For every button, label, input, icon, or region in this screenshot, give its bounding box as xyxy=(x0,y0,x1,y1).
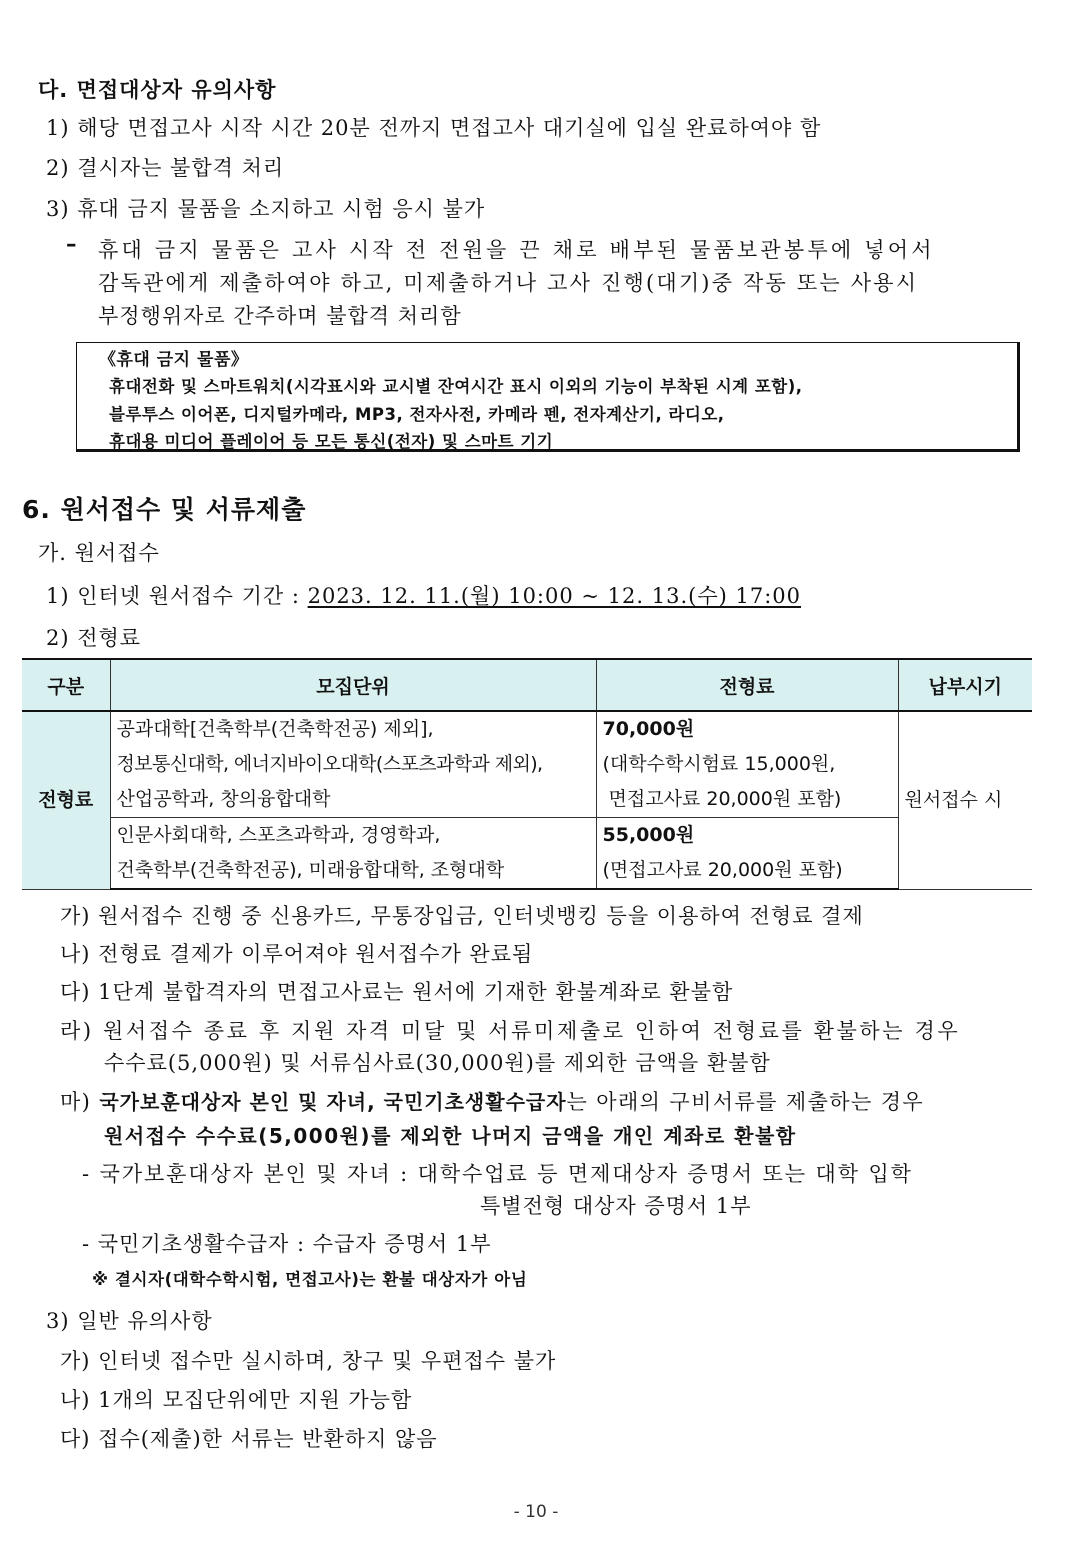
unit-line: 공과대학[건축학부(건축학전공) 제외], xyxy=(116,718,434,740)
fee-detail: (대학수학시험료 15,000원, xyxy=(602,753,836,775)
row-label: 전형료 xyxy=(22,711,110,889)
section-da-heading: 다. 면접대상자 유의사항 xyxy=(38,78,277,102)
fee-cell-2 xyxy=(596,818,898,890)
fee-amount: 55,000원 xyxy=(602,824,695,846)
page-number: - 10 - xyxy=(513,1502,559,1522)
note-ra-line-1: 라) 원서접수 종료 후 지원 자격 미달 및 서류미제출로 인하여 전형료를 환불하는 경우 xyxy=(60,1019,961,1043)
general-na: 나) 1개의 모집단위에만 지원 가능함 xyxy=(60,1388,413,1412)
application-period-label: 1) 인터넷 원서접수 기간 : xyxy=(46,584,308,608)
note-ma-rest: 는 아래의 구비서류를 제출하는 경우 xyxy=(566,1090,925,1114)
prohibited-items-box xyxy=(76,342,1020,452)
note-ga: 가) 원서접수 진행 중 신용카드, 무통장입금, 인터넷뱅킹 등을 이용하여 전형료 결제 xyxy=(60,904,864,928)
general-heading: 3) 일반 유의사항 xyxy=(46,1309,213,1333)
fee-detail: (면접고사료 20,000원 포함) xyxy=(602,859,843,881)
dash-line-2: 감독관에게 제출하여야 하고, 미제출하거나 고사 진행(대기)중 작동 또는 사용시 xyxy=(98,271,919,295)
fee-detail: 면접고사료 20,000원 포함) xyxy=(602,788,842,810)
unit-cell-1 xyxy=(110,711,596,818)
header-fee: 전형료 xyxy=(596,659,898,711)
application-period-value: 2023. 12. 11.(월) 10:00 ~ 12. 13.(수) 17:00 xyxy=(307,584,802,608)
prohibited-line-3: 휴대용 미디어 플레이어 등 모든 통신(전자) 및 스마트 기기 xyxy=(109,432,554,451)
fee-cell-1 xyxy=(596,711,898,818)
general-ga: 가) 인터넷 접수만 실시하며, 창구 및 우편접수 불가 xyxy=(60,1349,557,1373)
header-category: 구분 xyxy=(22,659,110,711)
note-ma-prefix: 마) xyxy=(60,1090,100,1114)
note-ma-line-1 xyxy=(60,1086,924,1116)
fee-table xyxy=(22,658,1032,890)
dash-line-1: 휴대 금지 물품은 고사 시작 전 전원을 끈 채로 배부된 물품보관봉투에 넣어서 xyxy=(98,238,935,262)
doc-line-3: - 국민기초생활수급자 : 수급자 증명서 1부 xyxy=(82,1232,492,1256)
prohibited-line-1: 휴대전화 및 스마트워치(시각표시와 교시별 잔여시간 표시 이외의 기능이 부착된 시계 포함), xyxy=(109,377,803,396)
remark-note: ※ 결시자(대학수학시험, 면접고사)는 환불 대상자가 아님 xyxy=(92,1270,528,1289)
pay-time-cell: 원서접수 시 xyxy=(898,711,1032,889)
da-item-2: 2) 결시자는 불합격 처리 xyxy=(46,156,285,180)
prohibited-box-title: 《휴대 금지 물품》 xyxy=(99,350,249,370)
fee-amount: 70,000원 xyxy=(602,718,695,740)
table-row xyxy=(22,711,1032,818)
unit-line: 인문사회대학, 스포츠과학과, 경영학과, xyxy=(116,824,441,846)
application-period xyxy=(46,580,801,610)
da-item-3: 3) 휴대 금지 물품을 소지하고 시험 응시 불가 xyxy=(46,197,486,221)
header-unit: 모집단위 xyxy=(110,659,596,711)
doc-line-1: - 국가보훈대상자 본인 및 자녀 : 대학수업료 등 면제대상자 증명서 또는 대학 입학 xyxy=(82,1162,913,1186)
section-6-heading: 6. 원서접수 및 서류제출 xyxy=(22,495,307,524)
table-row xyxy=(22,818,1032,890)
unit-cell-2 xyxy=(110,818,596,890)
dash-bullet: – xyxy=(66,232,77,256)
note-na: 나) 전형료 결제가 이루어져야 원서접수가 완료됨 xyxy=(60,942,534,966)
doc-line-2: 특별전형 대상자 증명서 1부 xyxy=(480,1194,752,1218)
header-pay-time: 납부시기 xyxy=(898,659,1032,711)
note-da: 다) 1단계 불합격자의 면접고사료는 원서에 기재한 환불계좌로 환불함 xyxy=(60,980,734,1004)
sub-heading-ga: 가. 원서접수 xyxy=(38,541,160,565)
da-item-1: 1) 해당 면접고사 시작 시간 20분 전까지 면접고사 대기실에 입실 완료하여야 함 xyxy=(46,116,822,140)
note-ma-bold: 국가보훈대상자 본인 및 자녀, 국민기초생활수급자 xyxy=(99,1090,567,1114)
unit-line: 정보통신대학, 에너지바이오대학(스포츠과학과 제외), xyxy=(116,753,543,775)
prohibited-line-2: 블루투스 이어폰, 디지털카메라, MP3, 전자사전, 카메라 펜, 전자계산기, 라디오, xyxy=(109,405,725,424)
unit-line: 건축학부(건축학전공), 미래융합대학, 조형대학 xyxy=(116,859,505,881)
general-da: 다) 접수(제출)한 서류는 반환하지 않음 xyxy=(60,1427,438,1451)
dash-line-3: 부정행위자로 간주하며 불합격 처리함 xyxy=(98,304,462,328)
note-ra-line-2: 수수료(5,000원) 및 서류심사료(30,000원)를 제외한 금액을 환불함 xyxy=(104,1051,771,1075)
unit-line: 산업공학과, 창의융합대학 xyxy=(116,788,331,810)
note-ma-line-2: 원서접수 수수료(5,000원)를 제외한 나머지 금액을 개인 계좌로 환불함 xyxy=(104,1124,797,1148)
fee-item-heading: 2) 전형료 xyxy=(46,626,142,650)
